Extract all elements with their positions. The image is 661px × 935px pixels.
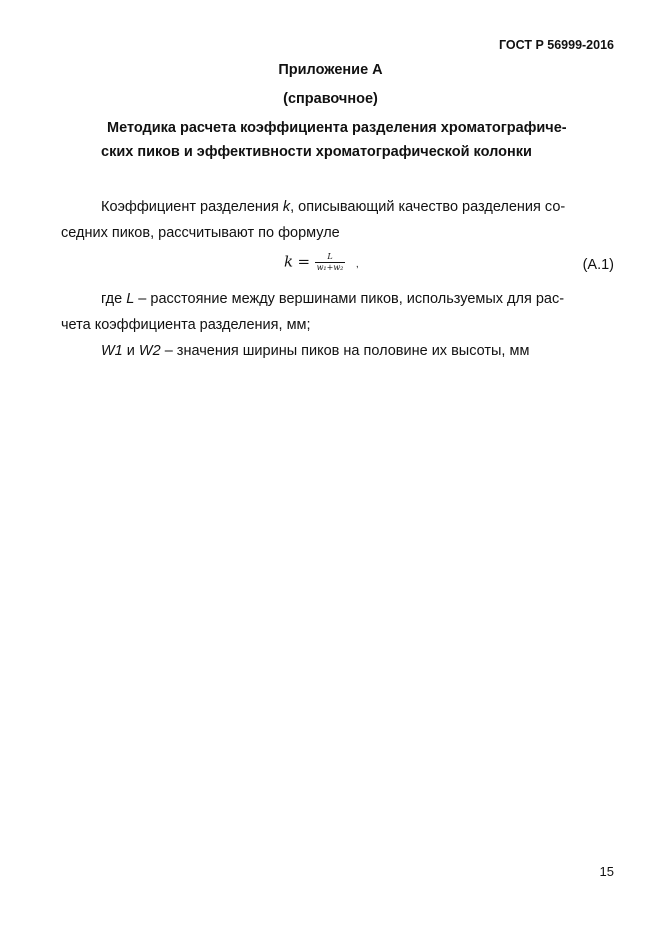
formula-lhs: k <box>284 252 294 271</box>
w-post: – значения ширины пиков на половине их высоты, мм <box>160 343 530 359</box>
where-var-l: L <box>126 291 135 307</box>
formula-label: (А.1) <box>582 257 614 273</box>
appendix-type: (справочное) <box>283 91 378 107</box>
formula-numerator: L <box>315 252 346 263</box>
where-post: – расстояние между вершинами пиков, используемых для рас- <box>134 291 565 307</box>
where-line1 <box>101 291 564 307</box>
page-number: 15 <box>599 864 614 879</box>
formula-equals: = <box>297 252 311 271</box>
section-title-line1: Методика расчета коэффициента разделения хроматографиче- <box>107 120 567 136</box>
w-and: и <box>122 343 139 359</box>
paragraph-1-line2: седних пиков, рассчитывают по формуле <box>61 225 340 241</box>
w-definition <box>101 343 529 359</box>
appendix-title: Приложение А <box>278 62 383 78</box>
formula-fraction <box>315 252 346 273</box>
var-w1: W1 <box>101 343 123 359</box>
where-pre: где <box>101 291 127 307</box>
formula-denominator: w₁+w₂ <box>316 263 344 272</box>
standard-number: ГОСТ Р 56999-2016 <box>498 38 614 52</box>
section-title-line2: ских пиков и эффективности хроматографической колонки <box>101 144 532 160</box>
where-line2: чета коэффициента разделения, мм; <box>61 317 311 333</box>
formula-comma: , <box>355 258 359 270</box>
p1-var-k: k <box>282 199 291 215</box>
formula-a1 <box>284 252 359 273</box>
p1-pre: Коэффициент разделения <box>101 199 283 215</box>
paragraph-1-line1 <box>101 199 565 215</box>
var-w2: W2 <box>138 343 161 359</box>
p1-post: , описывающий качество разделения со- <box>290 199 566 215</box>
